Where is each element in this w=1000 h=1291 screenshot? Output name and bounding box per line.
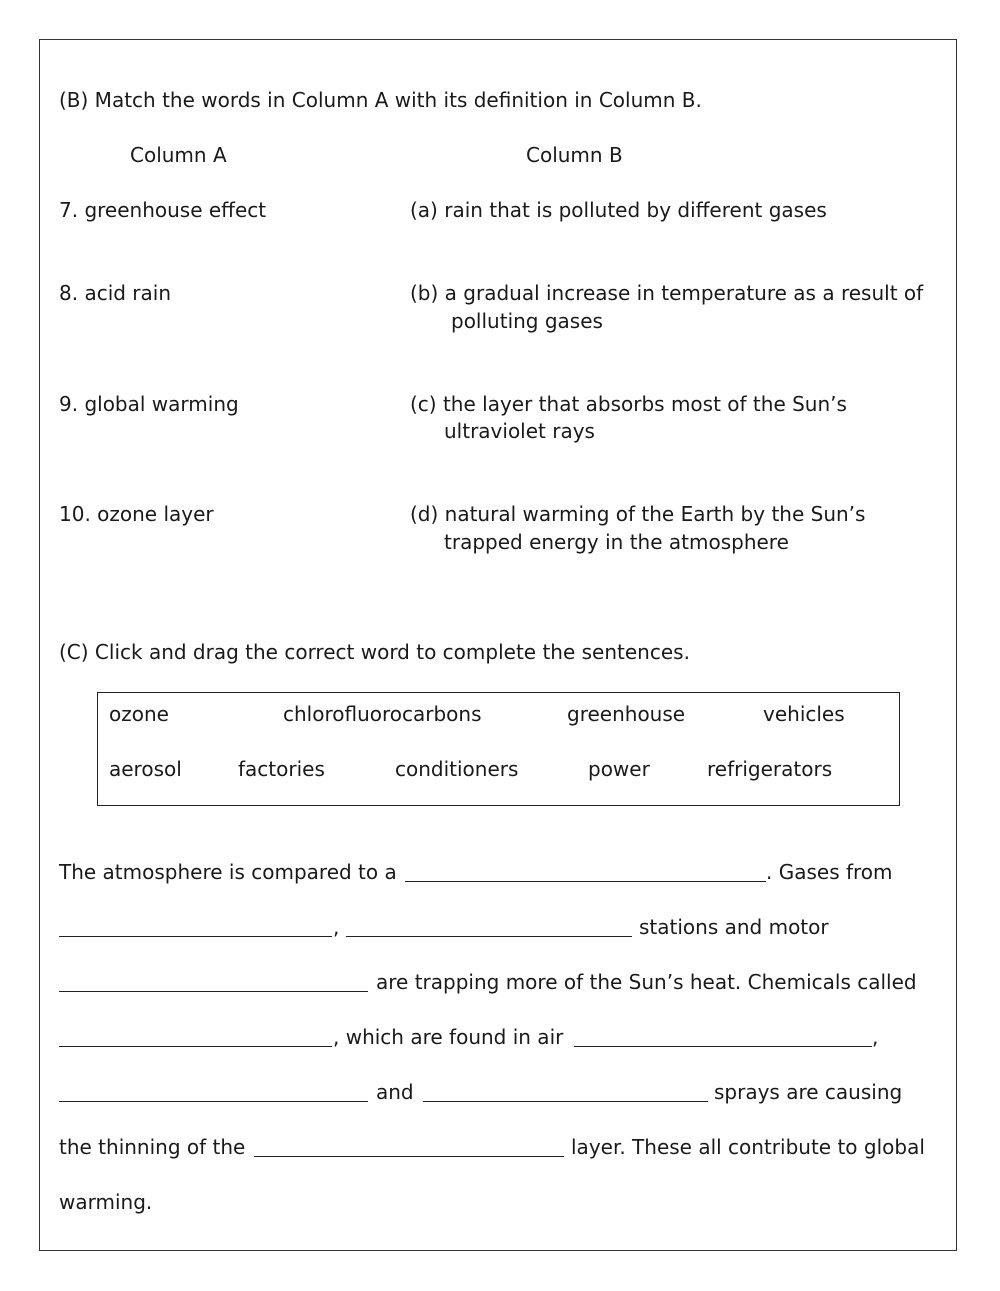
passage-text: and bbox=[376, 1080, 414, 1104]
passage-text: , which are found in air bbox=[333, 1025, 564, 1049]
definition-c-continued: ultraviolet rays bbox=[444, 419, 595, 443]
passage-text: the thinning of the bbox=[59, 1135, 246, 1159]
definition-b: (b) a gradual increase in temperature as a result of bbox=[410, 281, 924, 305]
term-9: 9. global warming bbox=[59, 392, 239, 416]
definition-c: (c) the layer that absorbs most of the Sun’s bbox=[410, 392, 847, 416]
definition-d-continued: trapped energy in the atmosphere bbox=[444, 530, 789, 554]
term-10: 10. ozone layer bbox=[59, 502, 214, 526]
blank-8[interactable] bbox=[423, 1101, 708, 1102]
blank-4[interactable] bbox=[59, 991, 368, 992]
term-8: 8. acid rain bbox=[59, 281, 172, 305]
word-refrigerators[interactable]: refrigerators bbox=[707, 757, 833, 781]
word-chlorofluorocarbons[interactable]: chlorofluorocarbons bbox=[283, 702, 482, 726]
word-greenhouse[interactable]: greenhouse bbox=[567, 702, 686, 726]
blank-9[interactable] bbox=[254, 1156, 564, 1157]
passage-text: are trapping more of the Sun’s heat. Chemicals called bbox=[376, 970, 917, 994]
word-ozone[interactable]: ozone bbox=[109, 702, 169, 726]
word-power[interactable]: power bbox=[588, 757, 650, 781]
blank-2[interactable] bbox=[59, 936, 332, 937]
passage-text: sprays are causing bbox=[714, 1080, 903, 1104]
section-b-instruction: (B) Match the words in Column A with its definition in Column B. bbox=[59, 88, 702, 112]
word-conditioners[interactable]: conditioners bbox=[395, 757, 519, 781]
word-factories[interactable]: factories bbox=[238, 757, 325, 781]
word-vehicles[interactable]: vehicles bbox=[763, 702, 845, 726]
blank-3[interactable] bbox=[346, 936, 632, 937]
passage-text: The atmosphere is compared to a bbox=[59, 860, 397, 884]
definition-d: (d) natural warming of the Earth by the Sun’s bbox=[410, 502, 866, 526]
passage-text: warming. bbox=[59, 1190, 153, 1214]
passage-text: , bbox=[333, 915, 340, 939]
word-aerosol[interactable]: aerosol bbox=[109, 757, 182, 781]
blank-5[interactable] bbox=[59, 1046, 332, 1047]
passage-text: . Gases from bbox=[766, 860, 893, 884]
passage-text: stations and motor bbox=[639, 915, 829, 939]
definition-b-continued: polluting gases bbox=[451, 309, 603, 333]
blank-6[interactable] bbox=[574, 1046, 872, 1047]
column-a-header: Column A bbox=[130, 143, 227, 167]
column-b-header: Column B bbox=[526, 143, 623, 167]
passage-text: layer. These all contribute to global bbox=[571, 1135, 925, 1159]
section-c-instruction: (C) Click and drag the correct word to complete the sentences. bbox=[59, 640, 690, 664]
blank-7[interactable] bbox=[59, 1101, 368, 1102]
definition-a: (a) rain that is polluted by different gases bbox=[410, 198, 827, 222]
term-7: 7. greenhouse effect bbox=[59, 198, 267, 222]
passage-text: , bbox=[872, 1025, 879, 1049]
blank-1[interactable] bbox=[405, 881, 766, 882]
